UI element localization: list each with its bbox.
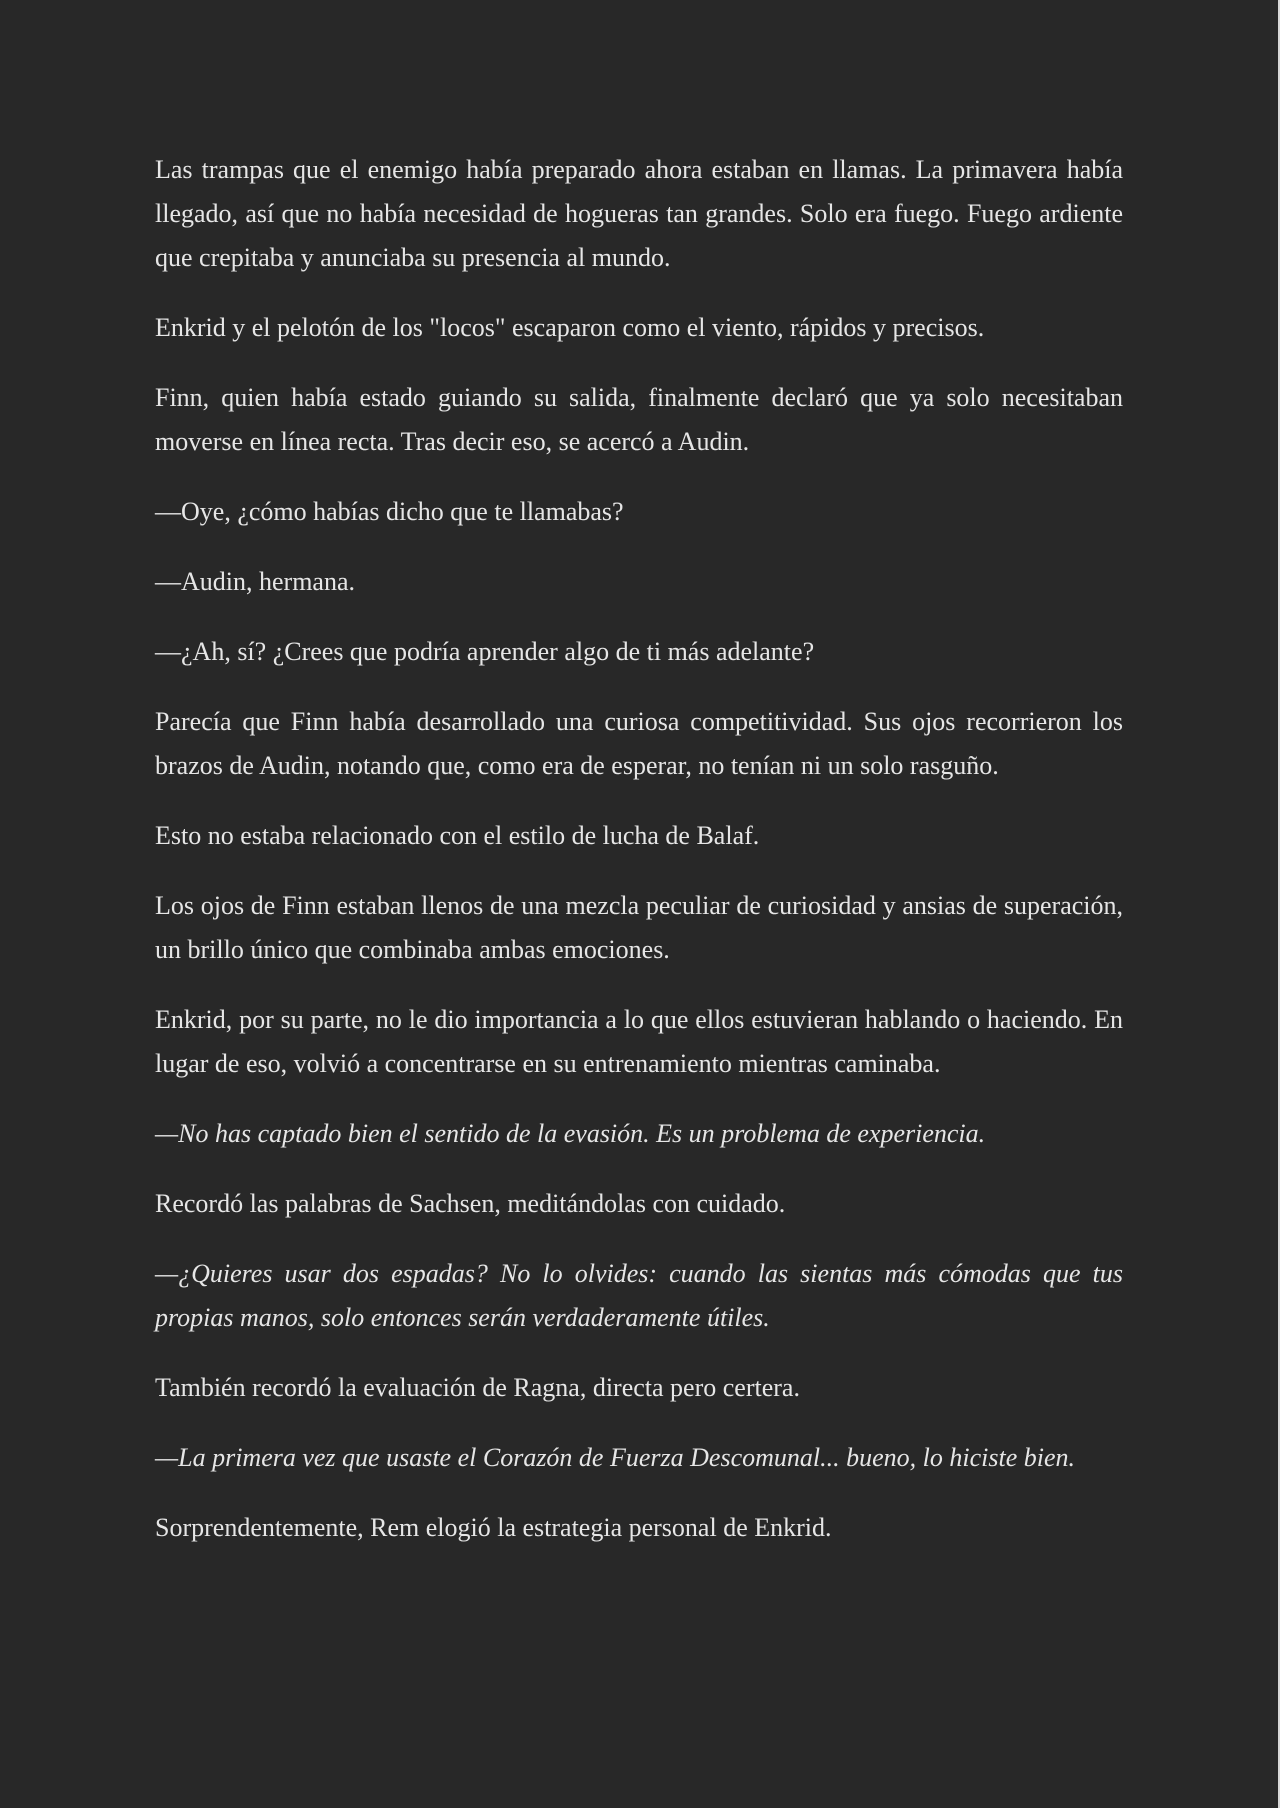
paragraph: Recordó las palabras de Sachsen, meditándolas con cuidado. — [155, 1189, 786, 1218]
recalled-quote: —¿Quieres usar dos espadas? No lo olvides: cuando las sientas más cómodas que tus propias manos, solo entonces serán verdaderamente útiles. — [155, 1259, 1123, 1332]
paragraph: Los ojos de Finn estaban llenos de una mezcla peculiar de curiosidad y ansias de superación, un brillo único que combinaba ambas emociones. — [155, 891, 1123, 964]
paragraph: Enkrid, por su parte, no le dio importancia a lo que ellos estuvieran hablando o haciendo. En lugar de eso, volvió a concentrarse en su entrenamiento mientras caminaba. — [155, 1005, 1123, 1078]
paragraph: Finn, quien había estado guiando su salida, finalmente declaró que ya solo necesitaban moverse en línea recta. Tras decir eso, se acercó a Audin. — [155, 383, 1123, 456]
paragraph: Enkrid y el pelotón de los "locos" escaparon como el viento, rápidos y precisos. — [155, 313, 985, 342]
paragraph: También recordó la evaluación de Ragna, directa pero certera. — [155, 1373, 800, 1402]
paragraph: Esto no estaba relacionado con el estilo de lucha de Balaf. — [155, 821, 760, 850]
paragraph: Las trampas que el enemigo había preparado ahora estaban en llamas. La primavera había llegado, así que no había necesidad de hogueras tan grandes. Solo era fuego. Fuego ardiente que crepitaba y anunciaba su presencia al mundo. — [155, 155, 1123, 272]
recalled-quote: —La primera vez que usaste el Corazón de Fuerza Descomunal... bueno, lo hiciste bien. — [155, 1443, 1076, 1472]
dialogue-line: —Audin, hermana. — [155, 567, 356, 596]
paragraph: Sorprendentemente, Rem elogió la estrategia personal de Enkrid. — [155, 1513, 832, 1542]
paragraph: Parecía que Finn había desarrollado una curiosa competitividad. Sus ojos recorrieron los brazos de Audin, notando que, como era de esperar, no tenían ni un solo rasguño. — [155, 707, 1123, 780]
chapter-text — [155, 148, 1123, 1576]
dialogue-line: —Oye, ¿cómo habías dicho que te llamabas? — [155, 497, 624, 526]
recalled-quote: —No has captado bien el sentido de la evasión. Es un problema de experiencia. — [155, 1119, 986, 1148]
dialogue-line: —¿Ah, sí? ¿Crees que podría aprender algo de ti más adelante? — [155, 637, 815, 666]
